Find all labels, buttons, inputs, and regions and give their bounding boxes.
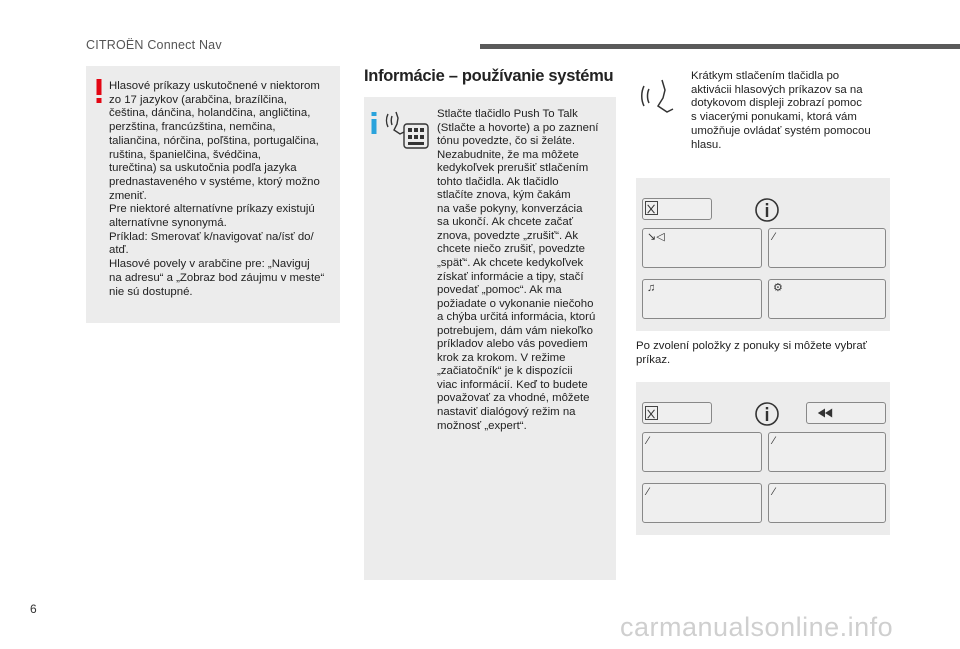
phone-icon: ⁄: [773, 486, 775, 498]
phone-icon: ⁄: [773, 435, 775, 447]
info-icon: [370, 112, 378, 134]
phone-icon: ⁄: [647, 486, 649, 498]
info-text: Stlačte tlačidlo Push To Talk (Stlačte a hovorte) a po zaznení tónu povedzte, čo si želáte. Nezabudnite, že ma môžete kedykoľvek prerušiť stlačením tohto tlačidla. Ak tlačidlo stlačíte znova, kým čakám na vaše pokyny, konverzácia sa ukončí. Ak chcete začať znova, povedzte „zrušiť“. Ak chcete niečo zrušiť, povedzte „späť“. Ak chcete kedykoľvek získať informácie a tipy, stačí povedať „pomoc“. Ak ma požiadate o vykonanie niečoho a chýba určitá informácia, ktorú potrebujem, dám vám niekoľko príkladov alebo vás povediem krok za krokom. V režime „začiatočník“ je k dispozícii viac informácií. Keď to budete považovať za vhodné, môžete nastaviť dialógový režim na možnosť „expert“.: [437, 108, 599, 432]
menu-tile-command[interactable]: [642, 483, 762, 523]
close-icon: [645, 406, 658, 420]
menu-tile-navigation[interactable]: [642, 228, 762, 268]
menu-tile-settings[interactable]: [768, 279, 886, 319]
exclamation-icon: [94, 79, 104, 103]
back-icon: [816, 407, 834, 419]
watermark: carmanualsonline.info: [620, 612, 894, 642]
voice-hint-text: Krátkym stlačením tlačidla po aktivácii hlasových príkazov sa na dotykovom displeji zobrazí pomoc s viacerými ponukami, ktorá vám umožňuje ovládať systém pomocou hlasu.: [691, 70, 871, 151]
close-icon: [645, 201, 658, 215]
push-to-talk-icon: [384, 108, 430, 150]
warning-text: Hlasové príkazy uskutočnené v niektorom zo 17 jazykov (arabčina, brazílčina, čeština, dánčina, holandčina, angličtina, perzština, francúzština, nemčina, taliančina, nórčina, poľština, portugalčina, ruština, španielčina, švédčina, turečtina) sa uskutočnia podľa jazyka prednastaveného v systéme, ktorý možno zmeniť. Pre niektoré alternatívne príkazy existujú alternatívne synonymá. Príklad: Smerovať k/navigovať na/ísť do/ atď. Hlasové povely v arabčine pre: „Naviguj na adresu“ a „Zobraz bod záujmu v meste“ nie sú dostupné.: [109, 80, 325, 298]
navigation-icon: ↘◁: [647, 231, 665, 243]
voice-command-icon: [640, 76, 680, 116]
after-menu-text: Po zvolení položky z ponuky si môžete vybrať príkaz.: [636, 340, 867, 366]
header-rule: [480, 44, 960, 49]
section-title: Informácie – používanie systému: [364, 67, 614, 85]
music-icon: ♫: [647, 282, 656, 294]
info-circle-icon[interactable]: [754, 197, 780, 223]
menu-tile-media[interactable]: [642, 279, 762, 319]
phone-icon: ⁄: [647, 435, 649, 447]
info-circle-icon[interactable]: [754, 401, 780, 427]
settings-icon: ⚙: [773, 282, 783, 294]
menu-tile-command[interactable]: [768, 432, 886, 472]
menu-tile-command[interactable]: [642, 432, 762, 472]
menu-tile-telephone[interactable]: [768, 228, 886, 268]
header-title: CITROËN Connect Nav: [86, 38, 222, 52]
menu-tile-command[interactable]: [768, 483, 886, 523]
page-number: 6: [30, 602, 37, 616]
phone-icon: ⁄: [773, 231, 775, 243]
